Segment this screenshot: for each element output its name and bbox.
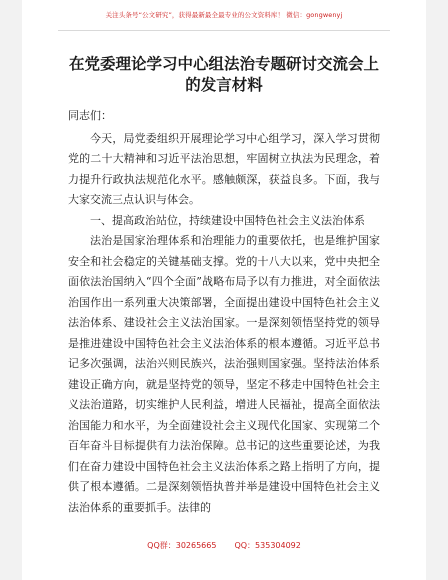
body-paragraph: 法治是国家治理体系和治理能力的重要依托，也是维护国家安全和社会稳定的关键基础支撑。党的十八大以来，党中央把全面依法治国纳入“四个全面”战略布局予以有力推进，对全面依法治国作出一系列重大决策部署，全面提出建设中国特色社会主义法治体系、建设社会主义法治国家。一是深刻领悟坚持党的领导是推进建设中国特色社会主义法治体系的根本遵循。习近平总书记多次强调，法治兴则民族兴，法治强则国家强。坚持法治体系建设正确方向，就是坚持党的领导，坚定不移走中国特色社会主义法治道路，切实维护人民利益，增进人民福祉，提高全面依法治国能力和水平，为全面建设社会主义现代化国家、实现第二个百年奋斗目标提供有力法治保障。总书记的这些重要论述，为我们在奋力建设中国特色社会主义法治体系之路上指明了方向，提供了根本遵循。二是深刻领悟执普并举是建设中国特色社会主义法治体系的重要抓手。法律的 — [68, 234, 380, 514]
intro-paragraph: 今天，局党委组织开展理论学习中心组学习，深入学习贯彻党的二十大精神和习近平法治思想，牢固树立执法为民理念，着力提升行政执法规范化水平。感触颇深，获益良多。下面，我与大家交流三点认识与体会。 — [68, 131, 380, 206]
footer-qq-group: QQ群：30265665 — [147, 541, 217, 550]
header-rule — [58, 30, 390, 31]
document-page — [22, 0, 426, 580]
salutation: 同志们： — [68, 109, 112, 122]
document-body — [68, 106, 380, 518]
promo-banner: 关注头条号“公文研究”，获得最新最全最专业的公文资料库！ 微信：gongwenyj — [105, 11, 343, 19]
section-heading-1: 一、提高政治站位，持续建设中国特色社会主义法治体系 — [90, 213, 365, 227]
page-footer — [22, 540, 426, 551]
footer-qq: QQ：535304092 — [234, 541, 301, 550]
document-title: 在党委理论学习中心组法治专题研讨交流会上的发言材料 — [68, 55, 379, 94]
